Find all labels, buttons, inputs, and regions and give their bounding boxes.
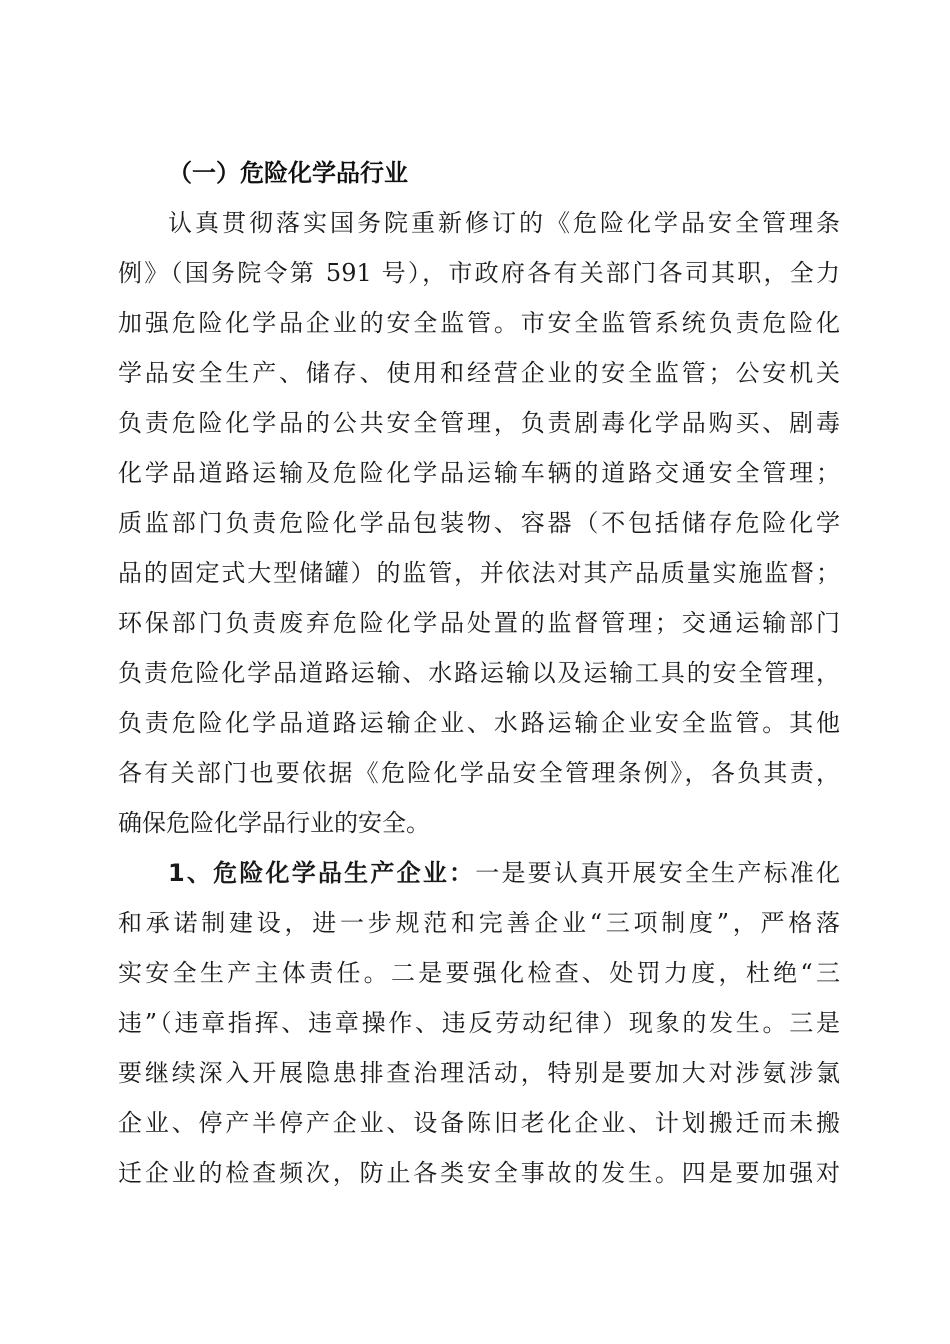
paragraph1-line-1: 认真贯彻落实国务院重新修订的《危险化学品安全管理条 <box>168 209 840 237</box>
paragraph2-line-6: 企业、停产半停产企业、设备陈旧老化企业、计划搬迁而未搬 <box>118 1109 840 1137</box>
paragraph1-line-10: 负责危险化学品道路运输、水路运输以及运输工具的安全管理， <box>118 659 840 687</box>
paragraph1-line-3: 加强危险化学品企业的安全监管。市安全监管系统负责危险化 <box>118 309 840 337</box>
paragraph2-first-line-text: 一是要认真开展安全生产标准化 <box>475 859 841 887</box>
paragraph1-line-13: 确保危险化学品行业的安全。 <box>118 809 430 837</box>
paragraph2-line-3: 实安全生产主体责任。二是要强化检查、处罚力度，杜绝“三 <box>118 959 840 987</box>
paragraph1-line-7: 质监部门负责危险化学品包装物、容器（不包括储存危险化学 <box>118 509 840 537</box>
paragraph2-line-7: 迁企业的检查频次，防止各类安全事故的发生。四是要加强对 <box>118 1159 840 1187</box>
paragraph2-line-4: 违”（违章指挥、违章操作、违反劳动纪律）现象的发生。三是 <box>118 1009 840 1037</box>
paragraph2-bold-lead: 1、危险化学品生产企业： <box>168 859 476 887</box>
paragraph1-line-2: 例》（国务院令第 591 号），市政府各有关部门各司其职，全力 <box>118 259 840 287</box>
paragraph1-line-6: 化学品道路运输及危险化学品运输车辆的道路交通安全管理； <box>118 459 840 487</box>
paragraph1-line-9: 环保部门负责废弃危险化学品处置的监督管理；交通运输部门 <box>118 609 840 637</box>
paragraph1-line-8: 品的固定式大型储罐）的监管，并依法对其产品质量实施监督； <box>118 559 840 587</box>
paragraph1-line-5: 负责危险化学品的公共安全管理，负责剧毒化学品购买、剧毒 <box>118 409 840 437</box>
paragraph1-line-11: 负责危险化学品道路运输企业、水路运输企业安全监管。其他 <box>118 709 840 737</box>
paragraph2-line-2: 和承诺制建设，进一步规范和完善企业“三项制度”，严格落 <box>118 909 840 937</box>
paragraph1-line-4: 学品安全生产、储存、使用和经营企业的安全监管；公安机关 <box>118 359 840 387</box>
paragraph2-line-5: 要继续深入开展隐患排查治理活动，特别是要加大对涉氨涉氯 <box>118 1059 840 1087</box>
section-heading: （一）危险化学品行业 <box>168 159 408 187</box>
paragraph2-line-1 <box>168 848 840 898</box>
paragraph1-line-12: 各有关部门也要依据《危险化学品安全管理条例》，各负其责， <box>118 759 840 787</box>
